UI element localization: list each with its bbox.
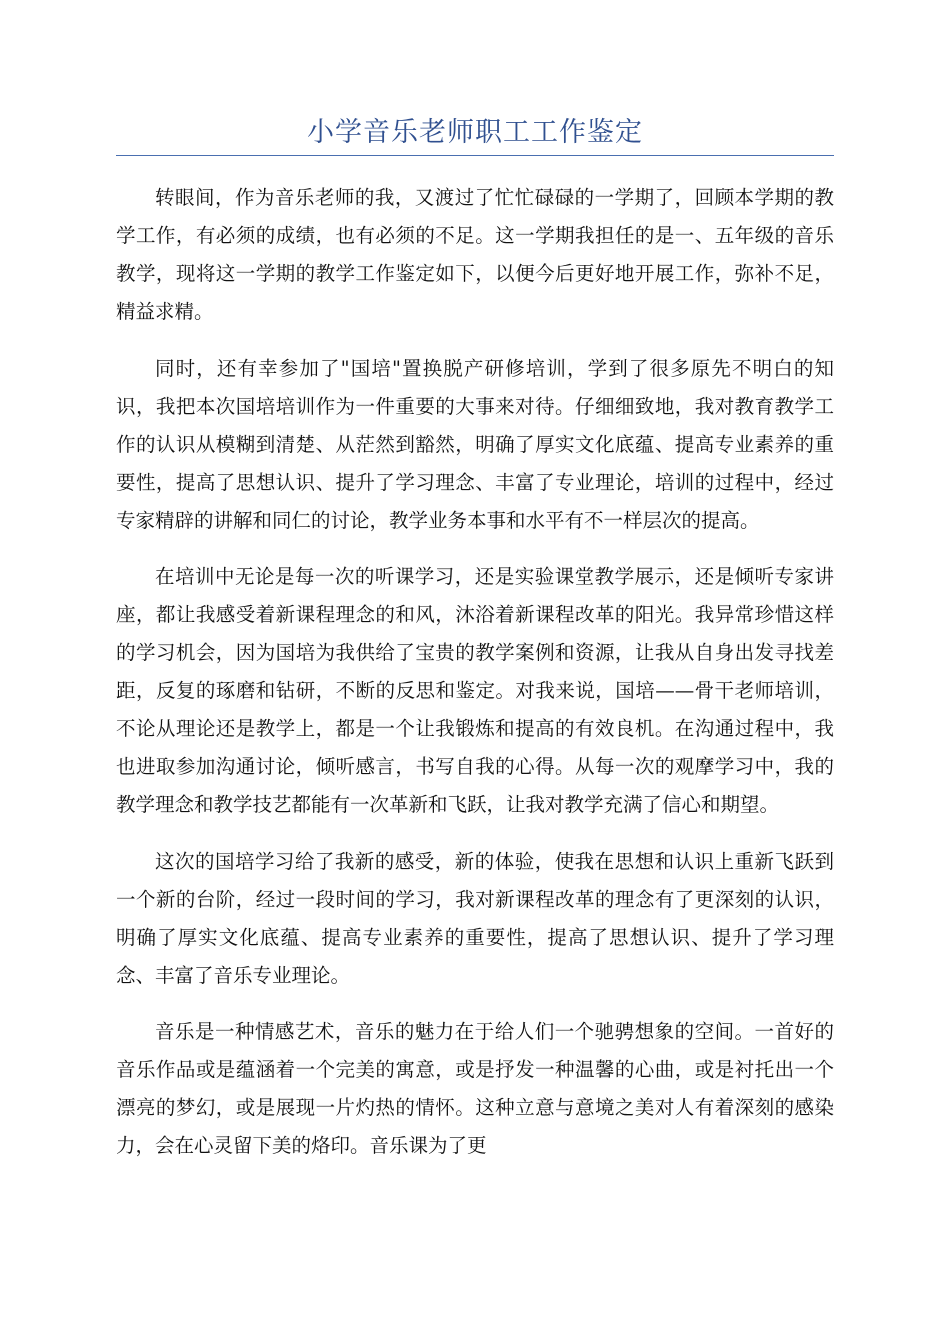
paragraph: 同时，还有幸参加了"国培"置换脱产研修培训，学到了很多原先不明白的知识，我把本次国培培训作为一件重要的大事来对待。仔细细致地，我对教育教学工作的认识从模糊到清楚、从茫然到豁然，明确了厚实文化底蕴、提高专业素养的重要性，提高了思想认识、提升了学习理念、丰富了专业理论，培训的过程中，经过专家精辟的讲解和同仁的讨论，教学业务本事和水平有不一样层次的提高。 [116, 356, 834, 532]
paragraph: 在培训中无论是每一次的听课学习，还是实验课堂教学展示，还是倾听专家讲座，都让我感受着新课程理念的和风，沐浴着新课程改革的阳光。我异常珍惜这样的学习机会，因为国培为我供给了宝贵的教学案例和资源，让我从自身出发寻找差距，反复的琢磨和钻研，不断的反思和鉴定。对我来说，国培——骨干老师培训，不论从理论还是教学上，都是一个让我锻炼和提高的有效良机。在沟通过程中，我也进取参加沟通讨论，倾听感言，书写自我的心得。从每一次的观摩学习中，我的教学理念和教学技艺都能有一次革新和飞跃，让我对教学充满了信心和期望。 [116, 565, 834, 816]
document-body [116, 179, 834, 1165]
paragraph: 转眼间，作为音乐老师的我，又渡过了忙忙碌碌的一学期了，回顾本学期的教学工作，有必须的成绩，也有必须的不足。这一学期我担任的是一、五年级的音乐教学，现将这一学期的教学工作鉴定如下，以便今后更好地开展工作，弥补不足，精益求精。 [116, 186, 834, 323]
document-page [116, 112, 834, 1184]
paragraph: 这次的国培学习给了我新的感受，新的体验，使我在思想和认识上重新飞跃到一个新的台阶，经过一段时间的学习，我对新课程改革的理念有了更深刻的认识，明确了厚实文化底蕴、提高专业素养的重要性，提高了思想认识、提升了学习理念、丰富了音乐专业理论。 [116, 849, 834, 987]
paragraph: 音乐是一种情感艺术，音乐的魅力在于给人们一个驰骋想象的空间。一首好的音乐作品或是蕴涵着一个完美的寓意，或是抒发一种温馨的心曲，或是衬托出一个漂亮的梦幻，或是展现一片灼热的情怀。这种立意与意境之美对人有着深刻的感染力，会在心灵留下美的烙印。音乐课为了更 [116, 1020, 834, 1157]
title-underline [116, 155, 834, 156]
document-title: 小学音乐老师职工工作鉴定 [307, 117, 643, 148]
